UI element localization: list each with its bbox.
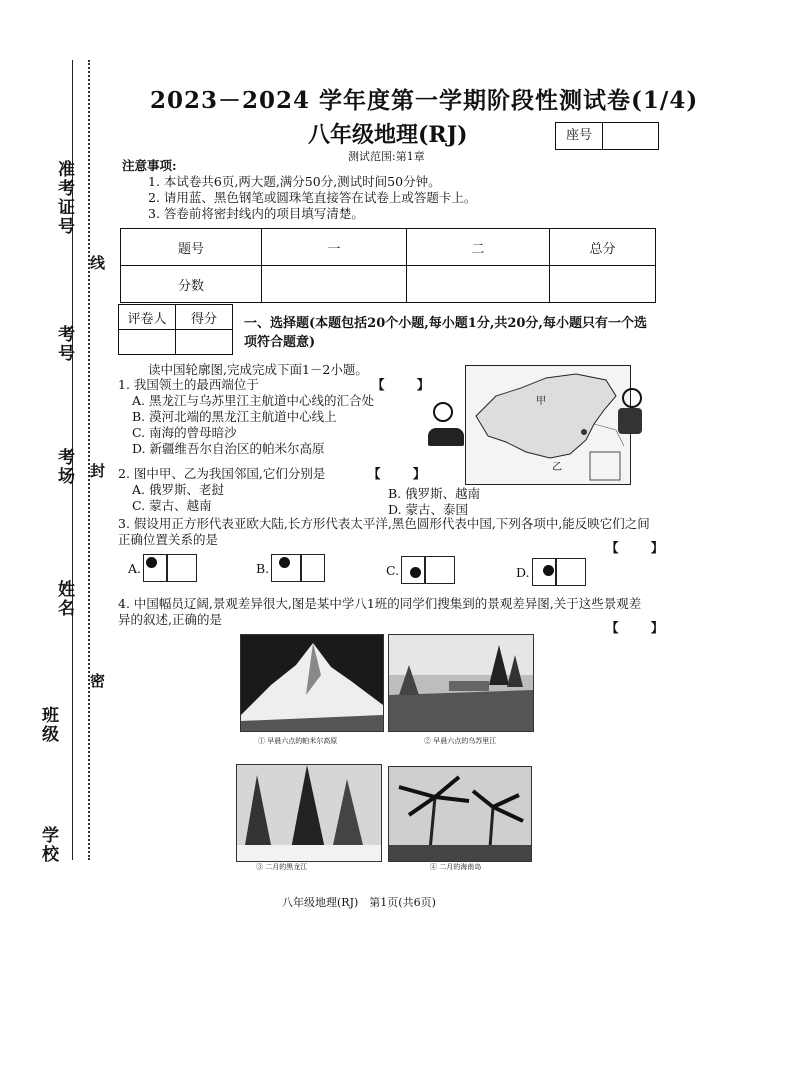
answer-bracket-2[interactable]: 【 】	[368, 466, 440, 481]
option: D. 新疆维吾尔自治区的帕米尔高原	[132, 441, 325, 456]
q3-option-d[interactable]	[516, 558, 586, 586]
answer-bracket-4[interactable]: 【 】	[606, 620, 678, 635]
question-intro: 读中国轮廓图,完成完成下面1－2小题。	[148, 362, 368, 377]
question-4-stem: 4. 中国幅员辽阔,景观差异很大,图是某中学八1班的同学们搜集到的景观差异图,关于这些景观差异的叙述,正确的是	[118, 596, 642, 627]
option: C. 南海的曾母暗沙	[132, 425, 237, 440]
score-row-label: 分数	[121, 266, 262, 303]
clock-icon	[433, 402, 453, 422]
field-name-label: 姓名	[54, 580, 74, 618]
grader-reviewer-label: 评卷人	[119, 305, 176, 330]
china-outline-map	[465, 365, 631, 485]
option: B. 漠河北端的黑龙江主航道中心线上	[132, 409, 337, 424]
question-2-option: C. 蒙古、越南	[132, 498, 212, 513]
score-cell[interactable]	[407, 266, 550, 303]
score-cell[interactable]	[550, 266, 656, 303]
photo-pamir-plateau	[240, 634, 384, 732]
square-shape	[143, 554, 167, 582]
instruction-item: 2. 请用蓝、黑色钢笔或圆珠笔直接答在试卷上或答题卡上。	[148, 190, 477, 205]
photo-wusuli-river	[388, 634, 534, 732]
field-exam-id-label: 准考证号	[54, 160, 74, 236]
rectangle-shape	[556, 558, 586, 586]
field-school-label: 学校	[38, 826, 58, 864]
option-label: C.	[386, 562, 400, 578]
map-label-yi: 乙	[552, 462, 562, 473]
score-header-cell: 一	[262, 229, 407, 266]
q3-option-a[interactable]	[128, 554, 197, 582]
square-shape	[532, 558, 556, 586]
q3-option-c[interactable]	[386, 556, 455, 584]
grader-score-cell[interactable]	[176, 330, 233, 355]
field-class-label: 班级	[38, 706, 58, 744]
field-exam-number-label: 考号	[54, 325, 74, 363]
question-2-option: A. 俄罗斯、老挝	[132, 482, 224, 497]
section-one-title: 一、选择题(本题包括20个小题,每小题1分,共20分,每小题只有一个选项符合题意)	[244, 316, 647, 350]
score-header-cell: 总分	[550, 229, 656, 266]
seat-number-box[interactable]	[555, 122, 659, 150]
instruction-item: 3. 答卷前将密封线内的项目填写清楚。	[148, 206, 364, 221]
question-2-stem: 2. 图中甲、乙为我国邻国,它们分别是	[118, 466, 326, 481]
test-range: 测试范围:第1章	[348, 150, 425, 163]
page-subtitle: 八年级地理(RJ)	[308, 122, 468, 148]
photo-caption: ① 早晨六点的帕米尔高原	[258, 737, 338, 745]
china-map-svg	[466, 366, 630, 484]
page-footer: 八年级地理(RJ) 第1页(共6页)	[282, 896, 436, 909]
answer-bracket-3[interactable]: 【 】	[606, 540, 678, 555]
seat-label: 座号	[556, 123, 603, 149]
clock-icon	[622, 388, 642, 408]
photo-caption: ③ 二月的黑龙江	[256, 863, 308, 871]
option: A. 黑龙江与乌苏里江主航道中心线的汇合处	[132, 393, 374, 408]
instructions-heading: 注意事项:	[122, 158, 177, 173]
photo-heilongjiang	[236, 764, 382, 862]
question-3-stem: 3. 假设用正方形代表亚欧大陆,长方形代表太平洋,黑色圆形代表中国,下列各项中,能反映它们之间正确位置关系的是	[118, 516, 650, 547]
grader-table	[118, 304, 233, 355]
seal-char-secret: 密	[90, 668, 105, 693]
running-figure-icon	[618, 408, 642, 434]
rectangle-shape	[271, 554, 301, 582]
score-cell[interactable]	[262, 266, 407, 303]
grader-score-label: 得分	[176, 305, 233, 330]
photo-caption: ④ 二月的海南岛	[430, 863, 482, 871]
square-shape	[301, 554, 325, 582]
score-header-cell: 二	[407, 229, 550, 266]
page-title: 2023－2024 学年度第一学期阶段性测试卷(1/4)	[150, 87, 699, 114]
option-label: B.	[256, 560, 270, 576]
sleeping-figure-icon	[428, 428, 464, 446]
instruction-item: 1. 本试卷共6页,两大题,满分50分,测试时间50分钟。	[148, 174, 441, 189]
answer-bracket-1[interactable]: 【 】	[372, 377, 444, 392]
question-1-options	[132, 393, 374, 457]
rectangle-shape	[425, 556, 455, 584]
option-label: A.	[128, 560, 142, 576]
question-2-option: B. 俄罗斯、越南	[388, 486, 481, 501]
photo-caption: ② 早晨六点的乌苏里江	[424, 737, 497, 745]
rectangle-shape	[167, 554, 197, 582]
instructions	[122, 158, 476, 222]
square-shape	[401, 556, 425, 584]
grader-reviewer-cell[interactable]	[119, 330, 176, 355]
map-label-jia: 甲	[536, 396, 546, 407]
q3-option-b[interactable]	[256, 554, 325, 582]
option-label: D.	[516, 564, 530, 580]
seal-char-seal: 封	[90, 458, 105, 483]
score-header-cell: 题号	[121, 229, 262, 266]
field-exam-room-label: 考场	[54, 448, 74, 486]
question-1-stem: 1. 我国领土的最西端位于	[118, 377, 259, 392]
question-2-option: D. 蒙古、泰国	[388, 502, 469, 517]
seal-char-line: 线	[90, 250, 105, 275]
score-table	[120, 228, 656, 303]
photo-hainan	[388, 766, 532, 862]
